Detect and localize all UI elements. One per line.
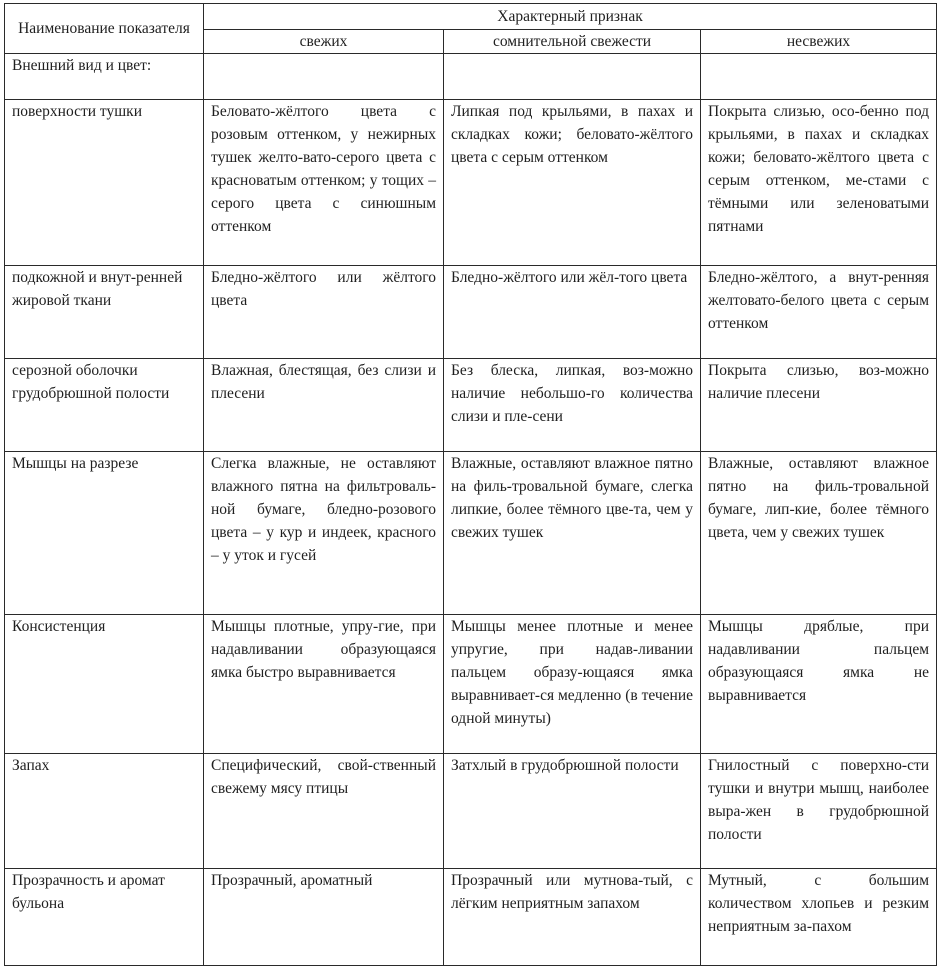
header-stale: несвежих — [701, 30, 937, 54]
cell-stale: Бледно-жёлтого, а внут-ренняя желтовато-белого цвета с серым оттенком — [701, 266, 937, 359]
cell-doubtful: Без блеска, липкая, воз-можно наличие небольшо-го количества слизи и пле-сени — [444, 359, 701, 452]
cell-fresh: Влажная, блестящая, без слизи и плесени — [204, 359, 444, 452]
cell-stale: Покрыта слизью, воз-можно наличие плесени — [701, 359, 937, 452]
row-name: поверхности тушки — [5, 100, 204, 266]
cell-stale: Влажные, оставляют влажное пятно на филь-тровальной бумаге, лип-кие, более тёмного цвета, чем у свежих тушек — [701, 452, 937, 615]
header-characteristic: Характерный признак — [204, 4, 937, 30]
table-row — [5, 100, 937, 266]
cell-fresh: Слегка влажные, не оставляют влажного пятна на фильтроваль-ной бумаге, бледно-розового цвета – у кур и индеек, красного – у уток и гусей — [204, 452, 444, 615]
table-row — [5, 54, 937, 100]
empty-cell — [444, 54, 701, 100]
cell-fresh: Мышцы плотные, упру-гие, при надавливании образующаяся ямка быстро выравнивается — [204, 615, 444, 754]
cell-doubtful: Липкая под крыльями, в пахах и складках кожи; беловато-жёлтого цвета с серым оттенком — [444, 100, 701, 266]
cell-fresh: Специфический, свой-ственный свежему мясу птицы — [204, 754, 444, 869]
table-row — [5, 452, 937, 615]
cell-doubtful: Прозрачный или мутнова-тый, с лёгким неприятным запахом — [444, 869, 701, 966]
cell-stale: Мутный, с большим количеством хлопьев и резким неприятным за-пахом — [701, 869, 937, 966]
cell-stale: Гнилостный с поверхно-сти тушки и внутри мышц, наиболее выра-жен в грудобрюшной полости — [701, 754, 937, 869]
header-doubtful: сомнительной свежести — [444, 30, 701, 54]
empty-cell — [204, 54, 444, 100]
table-row — [5, 359, 937, 452]
header-indicator-name: Наименование показателя — [5, 4, 204, 54]
row-name: серозной оболочки грудобрюшной полости — [5, 359, 204, 452]
freshness-table — [4, 3, 937, 966]
row-name: Консистенция — [5, 615, 204, 754]
cell-fresh: Прозрачный, ароматный — [204, 869, 444, 966]
row-name: Прозрачность и аромат бульона — [5, 869, 204, 966]
table-row — [5, 266, 937, 359]
table-row — [5, 615, 937, 754]
cell-doubtful: Мышцы менее плотные и менее упругие, при надав-ливании пальцем образу-ющаяся ямка выравнивает-ся медленно (в течение одной минуты) — [444, 615, 701, 754]
header-fresh: свежих — [204, 30, 444, 54]
section-title: Внешний вид и цвет: — [5, 54, 204, 100]
cell-fresh: Бледно-жёлтого или жёлтого цвета — [204, 266, 444, 359]
cell-doubtful: Бледно-жёлтого или жёл-того цвета — [444, 266, 701, 359]
row-name: Мышцы на разрезе — [5, 452, 204, 615]
cell-stale: Мышцы дряблые, при надавливании пальцем образующаяся ямка не выравнивается — [701, 615, 937, 754]
row-name: подкожной и внут-ренней жировой ткани — [5, 266, 204, 359]
row-name: Запах — [5, 754, 204, 869]
cell-stale: Покрыта слизью, осо-бенно под крыльями, в пахах и складках кожи; беловато-жёлтого цвета с серым оттенком, ме-стами с тёмными или зеленоватыми пятнами — [701, 100, 937, 266]
table-row — [5, 754, 937, 869]
cell-doubtful: Влажные, оставляют влажное пятно на филь-тровальной бумаге, слегка липкие, более тёмного цве-та, чем у свежих тушек — [444, 452, 701, 615]
empty-cell — [701, 54, 937, 100]
cell-fresh: Беловато-жёлтого цвета с розовым оттенком, у нежирных тушек желто-вато-серого цвета с красноватым оттенком; у тощих – серого цвета с синюшным оттенком — [204, 100, 444, 266]
table-row — [5, 869, 937, 966]
cell-doubtful: Затхлый в грудобрюшной полости — [444, 754, 701, 869]
